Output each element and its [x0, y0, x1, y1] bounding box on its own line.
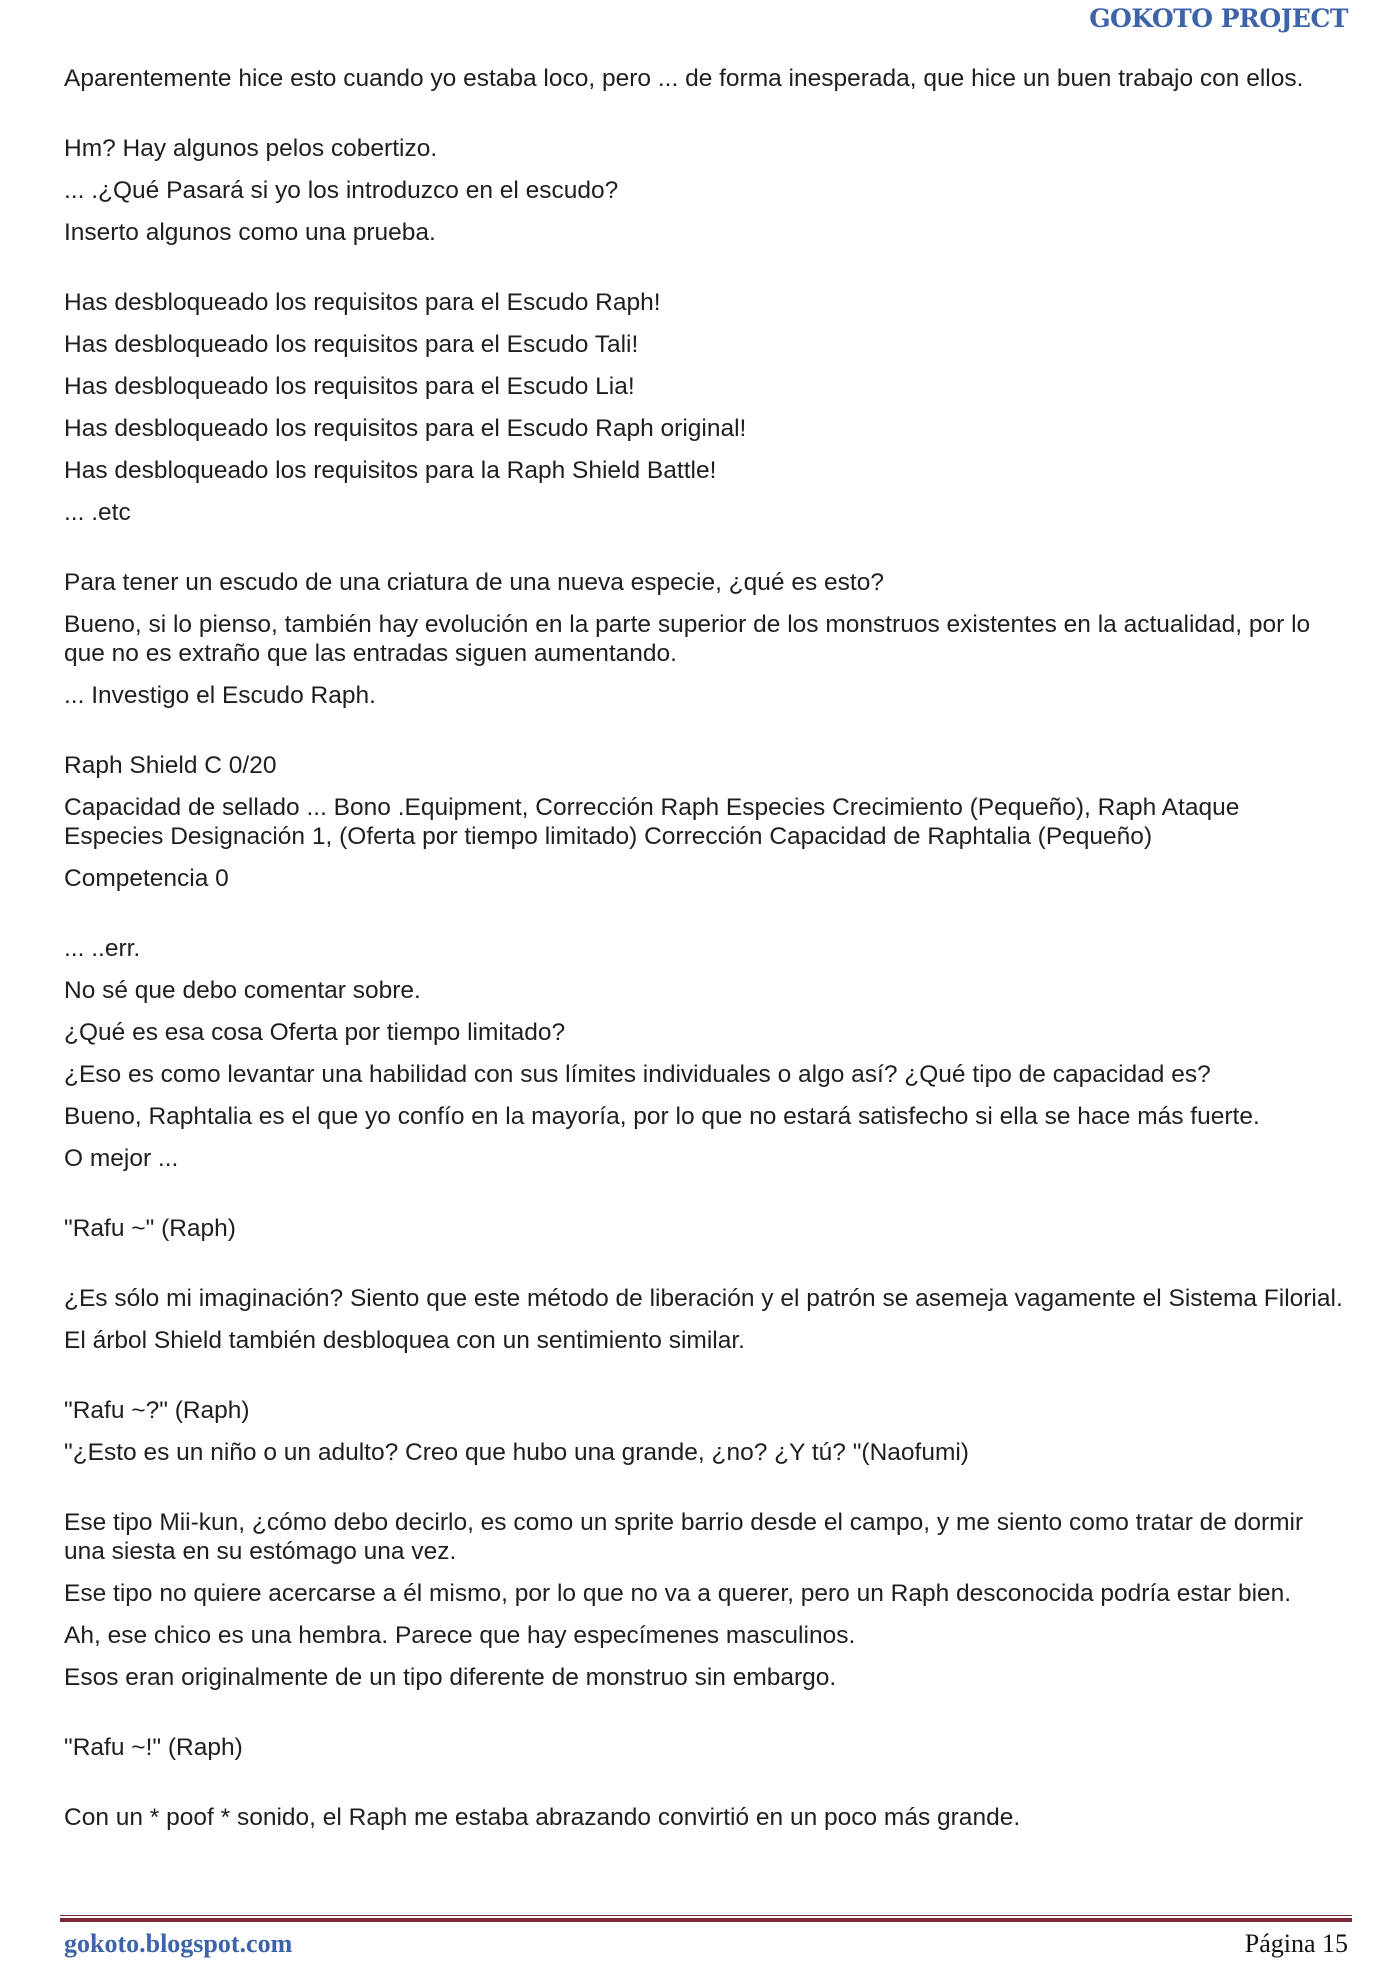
paragraph: "Rafu ~?" (Raph): [64, 1397, 250, 1424]
paragraph: Bueno, si lo pienso, también hay evolución en la parte superior de los monstruos existentes en la actualidad, por lo que no es extraño que las entradas siguen aumentando.: [64, 611, 1311, 667]
header-project-title: GOKOTO PROJECT: [1089, 4, 1348, 33]
paragraph: "¿Esto es un niño o un adulto? Creo que hubo una grande, ¿no? ¿Y tú? "(Naofumi): [64, 1439, 969, 1466]
paragraph: Capacidad de sellado ... Bono .Equipment, Corrección Raph Especies Crecimiento (Pequeño), Raph Ataque Especies Designación 1, (Oferta por tiempo limitado) Corrección Capacidad de Raphtalia (Pequeño): [64, 794, 1240, 850]
paragraph: ¿Qué es esa cosa Oferta por tiempo limitado?: [64, 1019, 566, 1046]
paragraph: Aparentemente hice esto cuando yo estaba loco, pero ... de forma inesperada, que hice un buen trabajo con ellos.: [64, 65, 1304, 92]
footer-site-link[interactable]: gokoto.blogspot.com: [64, 1929, 293, 1958]
paragraph: Inserto algunos como una prueba.: [64, 219, 436, 246]
paragraph: Ah, ese chico es una hembra. Parece que hay especímenes masculinos.: [64, 1622, 856, 1649]
paragraph: "Rafu ~" (Raph): [64, 1215, 236, 1242]
paragraph: Raph Shield C 0/20: [64, 752, 277, 779]
paragraph: "Rafu ~!" (Raph): [64, 1734, 243, 1761]
footer-divider-thick: [60, 1918, 1352, 1922]
paragraph: ... Investigo el Escudo Raph.: [64, 682, 376, 709]
paragraph: Competencia 0: [64, 865, 229, 892]
paragraph: ... .etc: [64, 499, 131, 526]
paragraph: No sé que debo comentar sobre.: [64, 977, 421, 1004]
paragraph: Hm? Hay algunos pelos cobertizo.: [64, 135, 438, 162]
footer-page-number: Página 15: [1244, 1929, 1348, 1958]
paragraph: Has desbloqueado los requisitos para el Escudo Raph original!: [64, 415, 747, 442]
document-body: [64, 64, 1344, 1832]
paragraph: Con un * poof * sonido, el Raph me estaba abrazando convirtió en un poco más grande.: [64, 1804, 1021, 1831]
paragraph: ... .¿Qué Pasará si yo los introduzco en el escudo?: [64, 177, 619, 204]
footer-divider-thin: [60, 1915, 1352, 1916]
paragraph: Has desbloqueado los requisitos para el Escudo Lia!: [64, 373, 635, 400]
paragraph: ¿Eso es como levantar una habilidad con sus límites individuales o algo así? ¿Qué tipo de capacidad es?: [64, 1061, 1211, 1088]
paragraph: El árbol Shield también desbloquea con un sentimiento similar.: [64, 1327, 745, 1354]
paragraph: Para tener un escudo de una criatura de una nueva especie, ¿qué es esto?: [64, 569, 884, 596]
paragraph: Has desbloqueado los requisitos para el Escudo Tali!: [64, 331, 639, 358]
paragraph: Has desbloqueado los requisitos para el Escudo Raph!: [64, 289, 661, 316]
paragraph: Has desbloqueado los requisitos para la Raph Shield Battle!: [64, 457, 717, 484]
paragraph: Ese tipo no quiere acercarse a él mismo, por lo que no va a querer, pero un Raph desconocida podría estar bien.: [64, 1580, 1292, 1607]
paragraph: Ese tipo Mii-kun, ¿cómo debo decirlo, es como un sprite barrio desde el campo, y me siento como tratar de dormir una siesta en su estómago una vez.: [64, 1509, 1304, 1565]
paragraph: Esos eran originalmente de un tipo diferente de monstruo sin embargo.: [64, 1664, 837, 1691]
paragraph: O mejor ...: [64, 1145, 179, 1172]
paragraph: ... ..err.: [64, 935, 141, 962]
paragraph: ¿Es sólo mi imaginación? Siento que este método de liberación y el patrón se asemeja vagamente el Sistema Filorial.: [64, 1285, 1343, 1312]
paragraph: Bueno, Raphtalia es el que yo confío en la mayoría, por lo que no estará satisfecho si ella se hace más fuerte.: [64, 1103, 1260, 1130]
